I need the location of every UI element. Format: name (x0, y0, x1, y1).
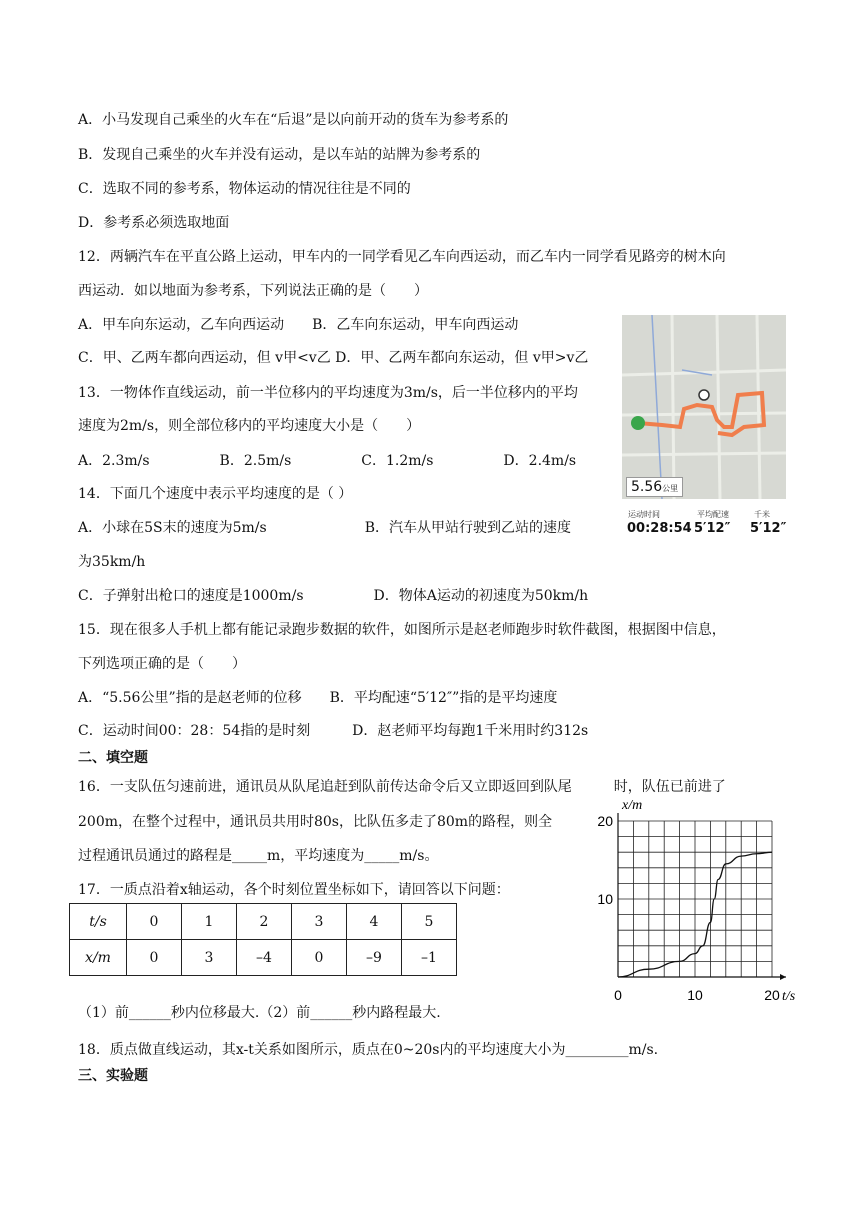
table-cell: 0 (127, 904, 182, 940)
q16-stem-2: 200m，在整个过程中，通讯员共用时80s，比队伍多走了80m的路程，则全 (78, 814, 553, 830)
q13-options: A．2.3m/s B．2.5m/s C．1.2m/s D．2.4m/s (78, 453, 577, 469)
table-cell: –4 (237, 940, 292, 976)
q14-options-cd: C．子弹射出枪口的速度是1000m/s D．物体A运动的初速度为50km/h (78, 588, 589, 604)
distance-badge (626, 477, 683, 497)
map-graphic (622, 315, 786, 499)
y-axis-label: x/m (622, 798, 643, 813)
q13-stem-1: 13．一物体作直线运动，前一半位移内的平均速度为3m/s，后一半位移内的平均 (78, 385, 578, 401)
distance-unit: 公里 (662, 484, 679, 493)
table-cell: 5 (402, 904, 457, 940)
end-marker (699, 390, 709, 400)
table-cell: 3 (182, 940, 237, 976)
q11-option-d: D．参考系必须选取地面 (78, 215, 230, 231)
section-fill-in: 二、填空题 (78, 750, 148, 766)
x-tick-label: 0 (614, 987, 622, 1003)
q15-stem-1: 15．现在很多人手机上都有能记录跑步数据的软件，如图所示是赵老师跑步时软件截图，根据图中信息， (78, 622, 726, 638)
q11-option-b: B．发现自己乘坐的火车并没有运动，是以车站的站牌为参考系的 (78, 147, 481, 163)
q15-options-ab: A．“5.56公里”指的是赵老师的位移 B．平均配速“5′12″”指的是平均速度 (78, 690, 558, 706)
xt-graph (595, 770, 805, 1005)
q12-options-cd: C．甲、乙两车都向西运动，但 v甲<v乙 D．甲、乙两车都向东运动，但 v甲>v乙 (78, 350, 589, 366)
time-label: 运动时间 (628, 510, 660, 519)
q18-stem: 18．质点做直线运动，其x-t关系如图所示，质点在0~20s内的平均速度大小为_________m/s. (78, 1042, 659, 1058)
q14-options-ab: A．小球在5S末的速度为5m/s B．汽车从甲站行驶到乙站的速度 (78, 520, 571, 536)
q15-stem-2: 下列选项正确的是（ ） (78, 656, 246, 672)
y-tick-label: 20 (597, 813, 613, 829)
km-label: 千米 (754, 510, 770, 519)
y-tick-label: 10 (597, 891, 613, 907)
q15-options-cd: C．运动时间00：28：54指的是时刻 D．赵老师平均每跑1千米用时约312s (78, 723, 589, 739)
x-tick-label: 10 (687, 987, 703, 1003)
table-row (70, 904, 457, 940)
section-experiment: 三、实验题 (78, 1068, 148, 1084)
table-header-t: t/s (70, 904, 127, 940)
table-header-x: x/m (70, 940, 127, 976)
q13-stem-2: 速度为2m/s，则全部位移内的平均速度大小是（ ） (78, 418, 421, 434)
table-cell: –9 (347, 940, 402, 976)
time-value: 00:28:54 (627, 521, 692, 536)
pace-label: 平均配速 (697, 510, 729, 519)
table-cell: 3 (292, 904, 347, 940)
q12-stem-2: 西运动．如以地面为参考系，下列说法正确的是（ ） (78, 283, 428, 299)
pace-value: 5′12″ (694, 521, 731, 536)
table-cell: 1 (182, 904, 237, 940)
table-cell: 0 (292, 940, 347, 976)
distance-value: 5.56 (631, 479, 663, 495)
start-marker (631, 416, 645, 430)
table-cell: 2 (237, 904, 292, 940)
table-cell: –1 (402, 940, 457, 976)
q17-stem: 17．一质点沿着x轴运动，各个时刻位置坐标如下，请回答以下问题： (78, 882, 510, 898)
route-map (622, 315, 786, 499)
table-row (70, 940, 457, 976)
x-axis-label: t/s (782, 989, 796, 1004)
km-value: 5′12″ (750, 521, 787, 536)
q11-option-a: A．小马发现自己乘坐的火车在“后退”是以向前开动的货车为参考系的 (78, 112, 509, 128)
q14-option-b-cont: 为35km/h (78, 554, 146, 570)
q17-subquestions: （1）前______秒内位移最大.（2）前______秒内路程最大. (78, 1005, 441, 1021)
table-cell: 4 (347, 904, 402, 940)
q16-stem-3: 过程通讯员通过的路程是_____m，平均速度为_____m/s。 (78, 848, 439, 864)
q11-option-c: C．选取不同的参考系，物体运动的情况往往是不同的 (78, 181, 411, 197)
q16-stem-1: 16．一支队伍匀速前进，通讯员从队尾追赶到队前传达命令后又立即返回到队尾 时，队伍已前进了 (78, 779, 726, 795)
table-cell: 0 (127, 940, 182, 976)
x-tick-label: 20 (764, 987, 780, 1003)
running-app-screenshot (622, 315, 786, 549)
q12-stem-1: 12．两辆汽车在平直公路上运动，甲车内的一同学看见乙车向西运动，而乙车内一同学看见路旁的树木向 (78, 249, 726, 265)
q17-table (69, 903, 457, 976)
q12-options-ab: A．甲车向东运动，乙车向西运动 B．乙车向东运动，甲车向西运动 (78, 317, 519, 333)
q14-stem: 14．下面几个速度中表示平均速度的是（ ） (78, 486, 353, 502)
x-axis-arrow (780, 974, 786, 980)
